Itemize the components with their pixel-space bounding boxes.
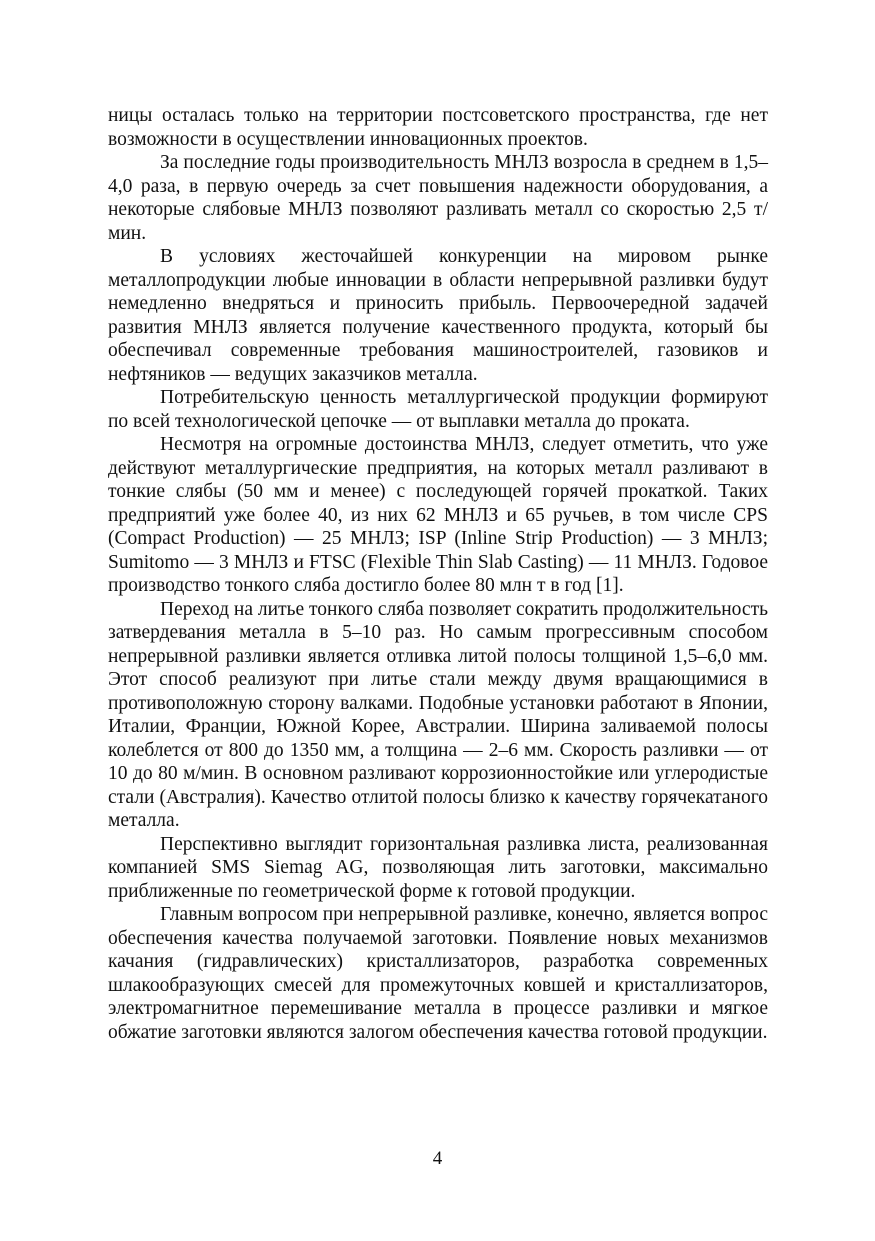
paragraph-continuation: ницы осталась только на территории постсоветского пространства, где нет возможности в осуществлении инновационных проектов. bbox=[108, 105, 768, 150]
paragraph-strip-casting: Переход на литье тонкого сляба позволяет сократить продолжительность затвердевания металла в 5–10 раз. Но самым прогрессивным способом непрерывной разливки является отливка литой полосы толщиной 1,5–6,0 мм. Этот способ реализуют при литье стали между двумя вращающимися в противоположную сторону валками. Подобные установки работают в Японии, Италии, Франции, Южной Корее, Австралии. Ширина заливаемой полосы колеблется от 800 до 1350 мм, а толщина — 2–6 мм. Скорость разливки — от 10 до 80 м/мин. В основном разливают коррозионностойкие или углеродистые стали (Австралия). Качество отлитой полосы близко к качеству горячекатаного металла. bbox=[108, 598, 768, 831]
paragraph-productivity: За последние годы производительность МНЛЗ возросла в среднем в 1,5–4,0 раза, в первую очередь за счет повышения надежности оборудования, а некоторые слябовые МНЛЗ позволяют разливать металл со скоростью 2,5 т/мин. bbox=[108, 152, 768, 244]
page-number: 4 bbox=[432, 1148, 443, 1169]
paragraph-competition: В условиях жесточайшей конкуренции на мировом рынке металлопродукции любые инновации в области непрерывной разливки будут немедленно внедряться и приносить прибыль. Первоочередной задачей развития МНЛЗ является получение качественного продукта, который бы обеспечивал современные требования машиностроителей, газовиков и нефтяников — ведущих заказчиков металла. bbox=[108, 246, 768, 385]
paragraph-horizontal-casting: Перспективно выглядит горизонтальная разливка листа, реализованная компанией SMS Siemag AG, позволяющая лить заготовки, максимально приближенные по геометрической форме к готовой продукции. bbox=[108, 833, 768, 902]
page-body bbox=[108, 104, 768, 1044]
paragraph-consumer-value: Потребительскую ценность металлургической продукции формируют по всей технологической цепочке — от выплавки металла до проката. bbox=[108, 387, 768, 432]
paragraph-quality: Главным вопросом при непрерывной разливке, конечно, является вопрос обеспечения качества получаемой заготовки. Появление новых механизмов качания (гидравлических) кристаллизаторов, разработка современных шлакообразующих смесей для промежуточных ковшей и кристаллизаторов, электромагнитное перемешивание металла в процессе разливки и мягкое обжатие заготовки являются залогом обеспечения качества готовой продукции. bbox=[108, 904, 768, 1043]
paragraph-thin-slabs: Несмотря на огромные достоинства МНЛЗ, следует отметить, что уже действуют металлургические предприятия, на которых металл разливают в тонкие слябы (50 мм и менее) с последующей горячей прокаткой. Таких предприятий уже более 40, из них 62 МНЛЗ и 65 ручьев, в том числе CPS (Compact Production) — 25 МНЛЗ; ISP (Inline Strip Production) — 3 МНЛЗ; Sumitomo — 3 МНЛЗ и FTSC (Flexible Thin Slab Casting) — 11 МНЛЗ. Годовое производство тонкого сляба достигло более 80 млн т в год [1]. bbox=[108, 434, 768, 596]
